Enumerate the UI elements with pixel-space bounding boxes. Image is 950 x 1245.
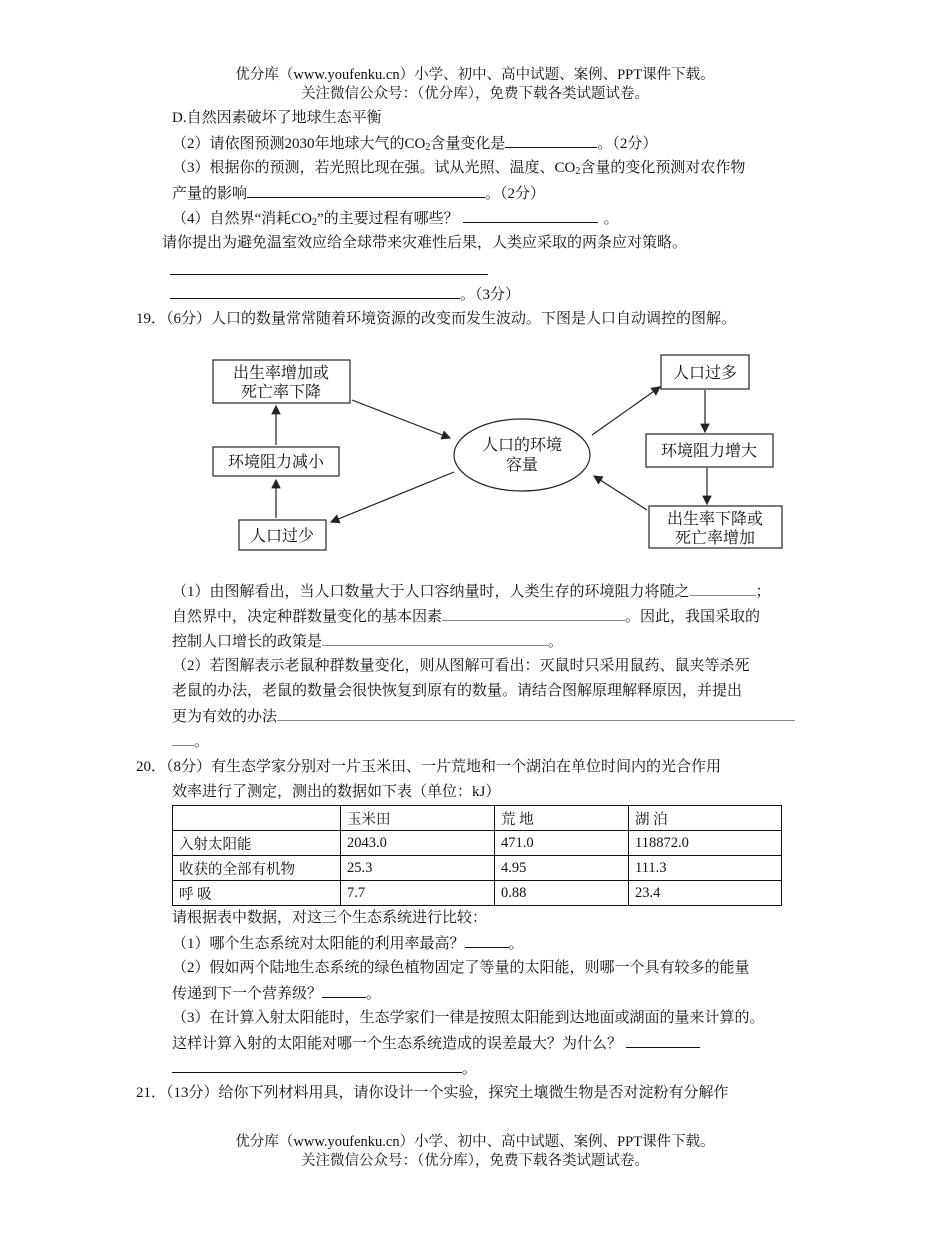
population-regulation-diagram <box>205 352 790 557</box>
q20-part2-blank[interactable] <box>322 983 366 998</box>
q18-part3-line1: （3）根据你的预测，若光照比现在强。试从光照、温度、$CO_2$含量的变化预测对农作物 <box>172 160 746 177</box>
q20-part3-line3: 。 <box>172 1058 477 1079</box>
table-cell: 111.3 <box>629 856 782 881</box>
table-cell: 4.95 <box>495 856 629 881</box>
q18-part3-blank[interactable] <box>247 183 485 198</box>
page-header-line-2: 关注微信公众号：（优分库），免费下载各类试题试卷。 <box>301 86 649 102</box>
q20-part3-blank-1[interactable] <box>626 1033 700 1048</box>
q20-part3-line2: 这样计算入射的太阳能对哪一个生态系统造成的误差最大？为什么？ <box>172 1033 700 1054</box>
table-cell: 23.4 <box>629 881 782 906</box>
table-row <box>173 831 782 856</box>
table-row <box>173 856 782 881</box>
table-header-cell: 湖 泊 <box>629 806 782 831</box>
table-cell: 收获的全部有机物 <box>173 856 341 881</box>
q18-part5-line2: 。（3分） <box>170 284 520 305</box>
q18-part4: （4）自然界“消耗$CO_2$”的主要过程有哪些？ 。 <box>172 208 619 233</box>
ellipse-line2: 容量 <box>505 455 539 474</box>
q18-option-d: D.自然因素破坏了地球生态平衡 <box>172 110 382 126</box>
arrow-capacity-to-low <box>331 472 454 522</box>
q19-part2-blank-2[interactable] <box>172 731 194 746</box>
q18-part2-blank[interactable] <box>505 133 597 148</box>
q18-part5-blank-2[interactable] <box>170 284 460 299</box>
table-cell: 呼 吸 <box>173 881 341 906</box>
arrow-birth-to-capacity <box>352 400 450 438</box>
table-cell: 2043.0 <box>341 831 495 856</box>
box-birth-increase-line2: 死亡率下降 <box>240 382 322 401</box>
box-birth-increase-line1: 出生率增加或 <box>232 363 330 382</box>
table-header-cell <box>173 806 341 831</box>
table-row <box>173 881 782 906</box>
q18-part5-blank-1[interactable] <box>170 274 488 275</box>
table-cell: 25.3 <box>341 856 495 881</box>
q18-part3-line2: 产量的影响 。（2分） <box>172 183 545 204</box>
page-header-line-1: 优分库（www.youfenku.cn）小学、初中、高中试题、案例、PPT课件下载。 <box>235 67 715 83</box>
q19-part2-blank-1[interactable] <box>277 706 795 721</box>
q19-part2-line3: 更为有效的办法 <box>172 706 795 727</box>
q19-part1-line1: （1）由图解看出，当人口数量大于人口容纳量时，人类生存的环境阻力将随之 ； <box>172 581 771 602</box>
q20-part1: （1）哪个生态系统对太阳能的利用率最高？ 。 <box>172 933 524 954</box>
table-cell: 118872.0 <box>629 831 782 856</box>
ellipse-line1: 人口的环境 <box>481 435 563 454</box>
table-cell: 7.7 <box>341 881 495 906</box>
box-population-high-label: 人口过多 <box>672 363 738 382</box>
q19-part2-line4: 。 <box>172 731 209 752</box>
q20-part3-blank-2[interactable] <box>172 1058 462 1073</box>
q20-data-table <box>172 805 782 906</box>
q19-part1-line3: 控制人口增长的政策是 。 <box>172 631 563 652</box>
q19-part1-blank-2[interactable] <box>442 606 625 621</box>
q20-part2-line1: （2）假如两个陆地生态系统的绿色植物固定了等量的太阳能，则哪一个具有较多的能量 <box>172 960 750 976</box>
page-footer-line-2: 关注微信公众号：（优分库），免费下载各类试题试卷。 <box>301 1153 649 1169</box>
q18-part5-prompt: 请你提出为避免温室效应给全球带来灾难性后果，人类应采取的两条应对策略。 <box>162 235 688 251</box>
arrow-capacity-to-high <box>592 387 660 435</box>
table-header-cell: 荒 地 <box>495 806 629 831</box>
q20-stem-line1: 20．（8分）有生态学家分别对一片玉米田、一片荒地和一个湖泊在单位时间内的光合作用 <box>136 759 722 775</box>
page-footer-line-1: 优分库（www.youfenku.cn）小学、初中、高中试题、案例、PPT课件下载。 <box>235 1134 715 1150</box>
table-cell: 入射太阳能 <box>173 831 341 856</box>
table-header-cell: 玉米田 <box>341 806 495 831</box>
q19-stem: 19．（6分）人口的数量常常随着环境资源的改变而发生波动。下图是人口自动调控的图解。 <box>136 311 737 327</box>
box-resistance-increase-label: 环境阻力增大 <box>660 441 758 460</box>
q18-part2: （2）请依图预测2030年地球大气的$CO_2$含量变化是 。（2分） <box>172 133 657 158</box>
q20-stem-line2: 效率进行了测定，测出的数据如下表（单位：kJ） <box>172 784 501 800</box>
q20-part2-line2: 传递到下一个营养级？ 。 <box>172 983 381 1004</box>
box-birth-decrease-line1: 出生率下降或 <box>666 509 764 528</box>
table-header-row <box>173 806 782 831</box>
arrow-birth-decrease-to-capacity <box>594 476 647 510</box>
q19-part2-line1: （2）若图解表示老鼠种群数量变化，则从图解可看出：灭鼠时只采用鼠药、鼠夹等杀死 <box>172 658 750 674</box>
table-cell: 471.0 <box>495 831 629 856</box>
q19-part1-blank-3[interactable] <box>322 631 548 646</box>
q19-part1-blank-1[interactable] <box>690 581 756 596</box>
q19-part2-line2: 老鼠的办法，老鼠的数量会很快恢复到原有的数量。请结合图解原理解释原因，并提出 <box>172 683 743 699</box>
q21-stem: 21．（13分）给你下列材料用具，请你设计一个实验，探究土壤微生物是否对淀粉有分解作 <box>136 1085 729 1101</box>
box-population-low-label: 人口过少 <box>249 526 315 545</box>
box-resistance-decrease-label: 环境阻力减小 <box>227 452 325 471</box>
q20-intro: 请根据表中数据，对这三个生态系统进行比较： <box>172 910 488 926</box>
table-cell: 0.88 <box>495 881 629 906</box>
q18-part4-blank[interactable] <box>463 208 598 223</box>
q20-part1-blank[interactable] <box>465 933 509 948</box>
q20-part3-line1: （3）在计算入射太阳能时，生态学家们一律是按照太阳能到达地面或湖面的量来计算的。 <box>172 1010 765 1026</box>
q19-part1-line2: 自然界中，决定种群数量变化的基本因素 。因此，我国采取的 <box>172 606 760 627</box>
box-birth-decrease-line2: 死亡率增加 <box>674 528 756 547</box>
